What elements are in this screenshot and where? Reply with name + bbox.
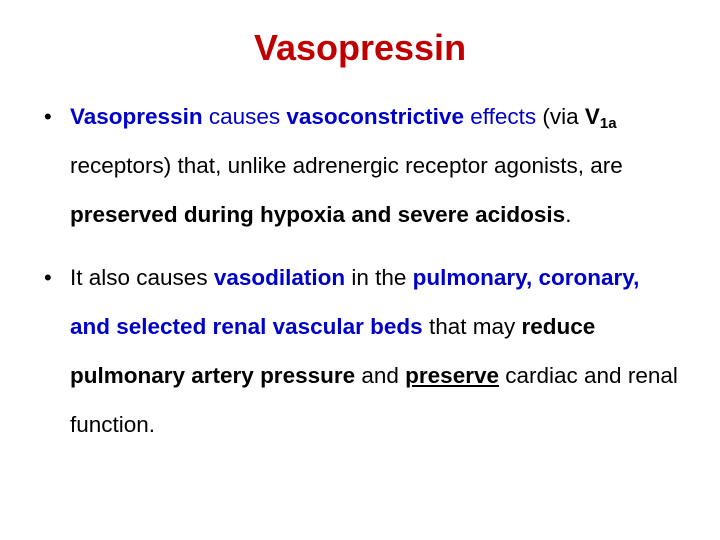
bullet-text-segment: receptors) that, unlike adrenergic receptor agonists, are bbox=[70, 153, 623, 178]
bullet-text-segment: preserved during hypoxia and severe acidosis bbox=[70, 202, 566, 227]
bullet-text-segment: preserve bbox=[405, 363, 499, 388]
bullet-text-segment: reduce pulmonary artery pressure bbox=[70, 314, 596, 388]
bullet-text-segment: in the bbox=[345, 265, 413, 290]
bullet-text-segment: causes bbox=[202, 104, 287, 129]
bullet-dot-icon: • bbox=[44, 265, 52, 290]
bullet-text-segment: . bbox=[565, 202, 572, 227]
bullet-text-segment: vasodilation bbox=[213, 265, 346, 290]
bullet-text-segment: (via bbox=[536, 104, 585, 129]
bullet-list bbox=[44, 92, 684, 463]
bullet-text-segment: and bbox=[355, 363, 406, 388]
bullet-text-segment: that may bbox=[422, 314, 522, 339]
bullet-text-segment: 1a bbox=[599, 115, 617, 132]
slide-title: Vasopressin bbox=[253, 27, 467, 68]
bullet-dot-icon: • bbox=[44, 104, 52, 129]
bullet-text-segment: It also causes bbox=[70, 265, 214, 290]
bullet-text-segment: vasoconstrictive bbox=[286, 104, 464, 129]
bullet-text-segment: Vasopressin bbox=[70, 104, 203, 129]
bullet-text-segment: cardiac and renal function. bbox=[70, 363, 678, 437]
bullet-text-segment: effects bbox=[463, 104, 537, 129]
bullet-text-segment: pulmonary, coronary, and selected renal vascular beds bbox=[70, 265, 640, 339]
bullet-text-segment: V bbox=[584, 104, 600, 129]
bullet-item bbox=[44, 92, 684, 239]
bullet-item bbox=[44, 253, 684, 449]
